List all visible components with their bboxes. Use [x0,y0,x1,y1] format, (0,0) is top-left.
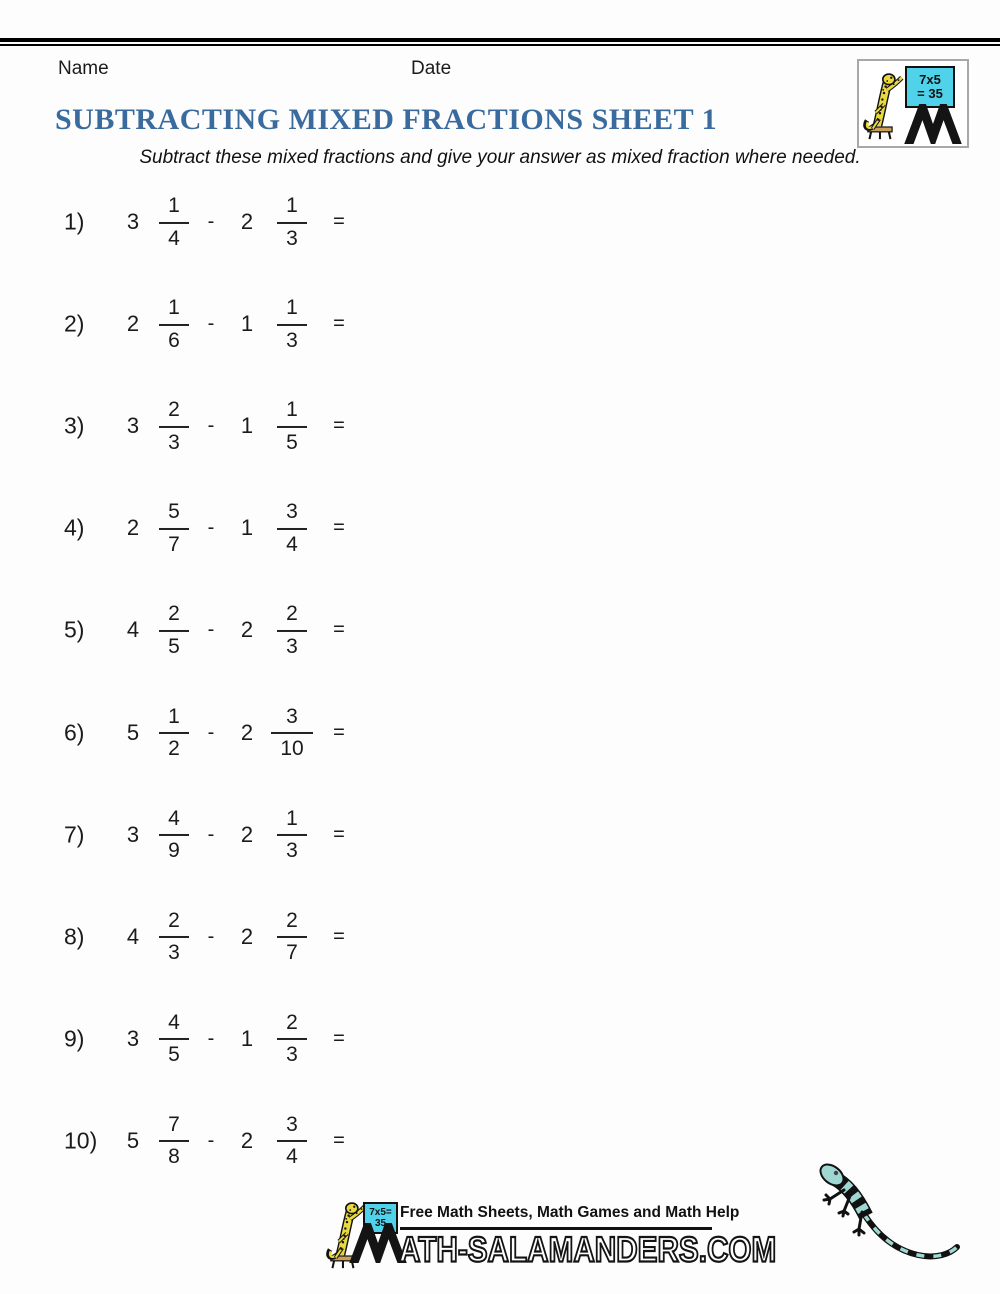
footer-tagline: Free Math Sheets, Math Games and Math Help [400,1204,740,1221]
minuend-fraction [148,1011,200,1067]
subtrahend-fraction [264,602,320,658]
problem-number: 3) [64,412,85,439]
problem-row [0,701,420,765]
subtrahend-numerator: 1 [277,807,307,837]
problem-number: 9) [64,1025,85,1052]
minus-sign: - [207,721,215,743]
subtrahend-denominator: 7 [286,941,298,965]
minuend-whole: 4 [126,617,140,643]
subtrahend-fraction [264,398,320,454]
problem-row [0,1007,420,1071]
problem-number: 4) [64,514,85,541]
board-line1: 7x5 [919,71,941,87]
minuend-denominator: 8 [168,1145,180,1169]
minuend-numerator: 5 [159,500,189,530]
subtrahend-denominator: 3 [286,839,298,863]
minuend-whole: 2 [126,311,140,337]
minuend-whole: 5 [126,1127,140,1153]
subtrahend-numerator: 3 [271,704,312,734]
minuend-numerator: 4 [159,1011,189,1041]
lizard-illustration [813,1162,965,1272]
equals-sign: = [333,414,345,437]
minuend-fraction [148,807,200,863]
minus-sign: - [207,312,215,335]
subtrahend-fraction [264,909,320,965]
minus-sign: - [207,210,215,233]
minuend-denominator: 3 [168,941,180,965]
subtrahend-whole: 1 [240,413,254,439]
minuend-whole: 4 [126,923,140,949]
problem-row [0,496,420,560]
minus-sign: - [207,516,215,539]
minuend-whole: 5 [126,719,140,745]
minus-sign: - [207,823,215,846]
minuend-numerator: 2 [159,398,189,428]
subtrahend-numerator: 2 [277,1011,307,1041]
name-label: Name [58,58,109,79]
board-line2: = 35 [917,86,943,101]
subtrahend-denominator: 3 [286,328,298,352]
subtrahend-fraction [264,500,320,556]
problem-row [0,598,420,662]
problem-number: 6) [64,719,85,745]
minuend-numerator: 1 [159,296,189,326]
problem-number: 8) [64,923,85,950]
minuend-numerator: 2 [159,602,189,632]
subtrahend-whole: 1 [240,515,254,541]
subtrahend-fraction [264,1011,320,1067]
problem-number: 5) [64,616,85,643]
subtrahend-fraction [264,1113,320,1169]
minuend-denominator: 2 [168,737,180,760]
equals-sign: = [333,721,345,743]
subtrahend-whole: 2 [240,617,254,643]
problem-number: 10) [64,1127,98,1154]
minuend-numerator: 2 [159,909,189,939]
subtrahend-whole: 2 [240,1127,254,1153]
subtrahend-whole: 2 [240,923,254,949]
subtrahend-denominator: 4 [286,532,298,556]
subtrahend-numerator: 3 [277,500,307,530]
subtrahend-fraction [264,704,320,760]
problem-row [0,190,420,254]
subtrahend-whole: 2 [240,821,254,847]
subtrahend-whole: 1 [240,311,254,337]
equals-sign: = [333,1027,345,1050]
minuend-fraction [148,602,200,658]
subtrahend-numerator: 1 [277,398,307,428]
subtrahend-denominator: 3 [286,226,298,250]
subtrahend-denominator: 3 [286,1043,298,1067]
problem-number: 1) [64,208,85,235]
subtrahend-denominator: 4 [286,1145,298,1169]
minuend-fraction [148,194,200,250]
minuend-whole: 3 [126,821,140,847]
problem-row [0,1109,420,1173]
minuend-whole: 3 [126,1025,140,1051]
math-board [905,66,955,108]
minus-sign: - [207,1027,215,1050]
minuend-denominator: 5 [168,634,180,658]
problem-number: 7) [64,821,85,848]
minuend-fraction [148,1113,200,1169]
problem-row [0,394,420,458]
minuend-whole: 2 [126,515,140,541]
minuend-fraction [148,296,200,352]
subtrahend-fraction [264,807,320,863]
equals-sign: = [333,516,345,539]
subtrahend-whole: 2 [240,209,254,234]
minuend-whole: 3 [126,413,140,439]
page-title: SUBTRACTING MIXED FRACTIONS SHEET 1 [55,103,718,136]
minuend-fraction [148,704,200,760]
minuend-denominator: 7 [168,532,180,556]
minuend-fraction [148,398,200,454]
minuend-fraction [148,500,200,556]
minus-sign: - [207,414,215,437]
minuend-denominator: 3 [168,430,180,454]
footer-board-line2: 35 [374,1218,387,1229]
footer-wordmark: ATH-SALAMANDERS.COM [399,1229,777,1269]
problem-row [0,803,420,867]
minuend-denominator: 9 [168,839,180,863]
subtrahend-numerator: 2 [277,602,307,632]
minuend-denominator: 5 [168,1043,180,1067]
minuend-numerator: 4 [159,807,189,837]
equals-sign: = [333,210,345,233]
top-rule-thin [0,44,1000,46]
problem-row [0,292,420,356]
problem-row [0,905,420,969]
subtrahend-denominator: 3 [286,634,298,658]
subtrahend-fraction [264,194,320,250]
subtrahend-fraction [264,296,320,352]
m-logo-icon [903,104,963,144]
equals-sign: = [333,618,345,641]
salamander-mascot-icon [863,67,905,145]
minus-sign: - [207,1129,215,1152]
minus-sign: - [207,618,215,641]
equals-sign: = [333,823,345,846]
problem-number: 2) [64,310,85,337]
minuend-whole: 3 [126,209,140,234]
subtrahend-numerator: 1 [277,194,307,224]
date-label: Date [411,58,452,79]
minuend-denominator: 4 [168,226,180,250]
corner-logo [857,59,969,148]
subtrahend-numerator: 3 [277,1113,307,1143]
minuend-numerator: 1 [159,194,189,224]
minuend-numerator: 7 [159,1113,189,1143]
minuend-fraction [148,909,200,965]
equals-sign: = [333,1129,345,1152]
minuend-numerator: 1 [159,704,189,734]
equals-sign: = [333,312,345,335]
subtrahend-whole: 1 [240,1025,254,1051]
instructions: Subtract these mixed fractions and give your answer as mixed fraction where needed. [139,147,861,168]
subtrahend-whole: 2 [240,719,254,745]
top-rule-thick [0,38,1000,42]
minuend-denominator: 6 [168,328,180,352]
subtrahend-numerator: 1 [277,296,307,326]
subtrahend-denominator: 5 [286,430,298,454]
minus-sign: - [207,925,215,948]
footer-board-line1: 7x5= [369,1207,392,1218]
subtrahend-denominator: 10 [280,737,304,760]
equals-sign: = [333,925,345,948]
subtrahend-numerator: 2 [277,909,307,939]
